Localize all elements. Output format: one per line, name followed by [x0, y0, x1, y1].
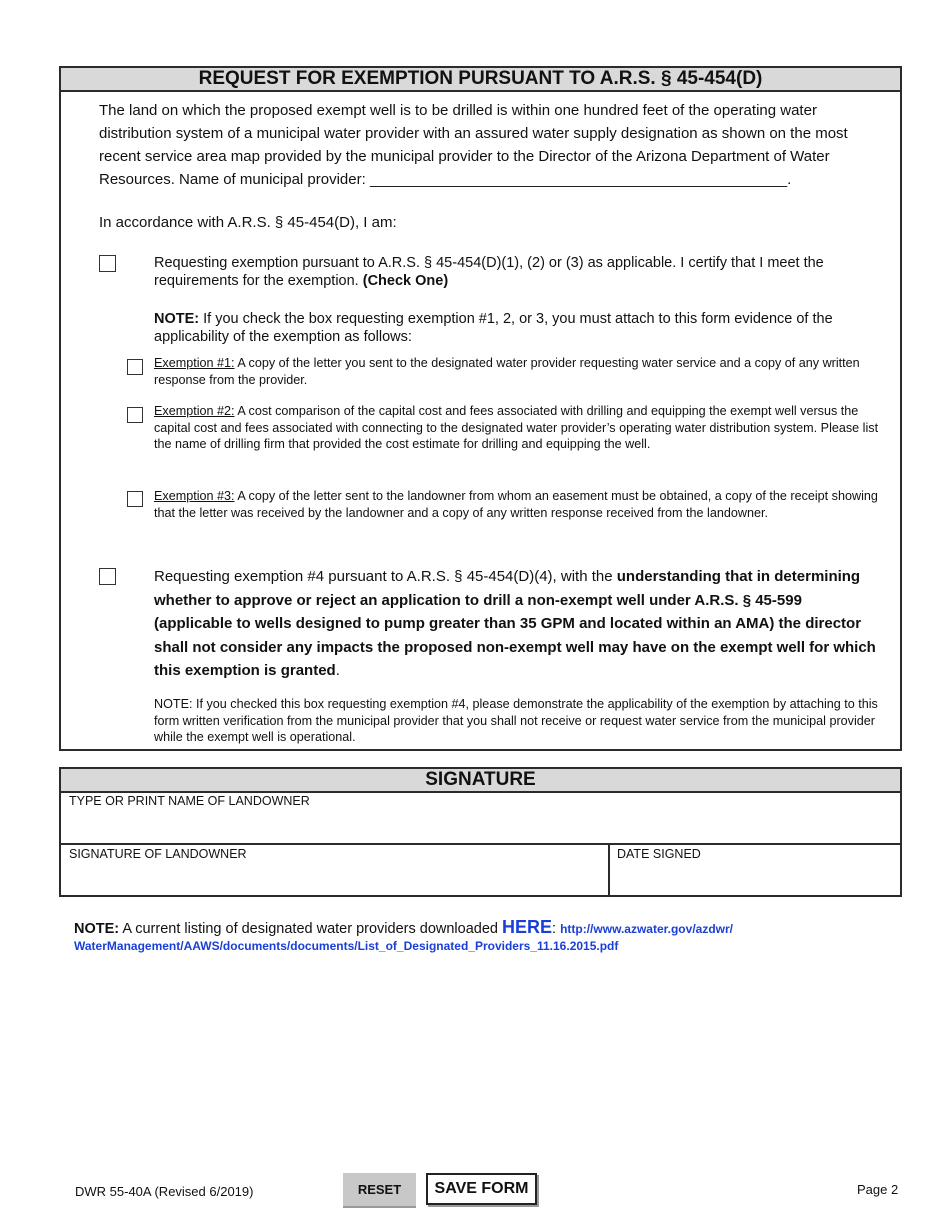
option-2-note: NOTE: If you checked this box requesting exemption #4, please demonstrate the applicability of the exemption by attaching to this form written verification from the municipal provider that you shall not receive or request water service from the municipal provider while the exempt well is operational.: [154, 697, 878, 745]
here-link[interactable]: HERE: [502, 917, 553, 937]
form-id: DWR 55-40A (Revised 6/2019): [75, 1184, 254, 1199]
exemption-1-checkbox[interactable]: [127, 359, 143, 375]
providers-url-link-1[interactable]: http://www.azwater.gov/azdwr/: [560, 922, 733, 936]
exemption-2-checkbox[interactable]: [127, 407, 143, 423]
exemption-3-checkbox[interactable]: [127, 491, 143, 507]
exemption-1-3-checkbox[interactable]: [99, 255, 116, 272]
exemption-section: [59, 66, 902, 751]
exemption-4-checkbox[interactable]: [99, 568, 116, 585]
landowner-signature-field[interactable]: [61, 845, 610, 895]
intro-text: The land on which the proposed exempt well is to be drilled is within one hundred feet of the operating water distribution system of a municipal water provider with an assured water supply designation as shown on the most recent service area map provided by the municipal provider to the Director of the Arizona Department of Water Resources. Name of municipal provider:: [99, 102, 848, 188]
date-signed-field[interactable]: [610, 845, 900, 895]
exemption-1-text: Exemption #1: A copy of the letter you sent to the designated water provider requesting water service and a copy of any written response from the provider.: [154, 356, 860, 387]
page-number: Page 2: [857, 1182, 899, 1197]
signature-section-title: SIGNATURE: [61, 769, 900, 793]
option-2-text: Requesting exemption #4 pursuant to A.R.S. § 45-454(D)(4), with the understanding that in determining whether to approve or reject an application to drill a non-exempt well under A.R.S. § 45-599 (applicable to wells designed to pump greater than 35 GPM and located within an AMA) the director shall not consider any impacts the proposed non-exempt well may have on the exempt well for which this exemption is granted.: [154, 568, 876, 679]
exemption-3-text: Exemption #3: A copy of the letter sent to the landowner from whom an easement must be obtained, a copy of the receipt showing that the letter was received by the landowner and a copy of any written response received from the landowner.: [154, 489, 878, 520]
exemption-2-text: Exemption #2: A cost comparison of the capital cost and fees associated with drilling and equipping the exempt well versus the capital cost and fees associated with connecting to the designated water provider’s operating water distribution system. Please list the name of drilling firm that provided the cost estimate for drilling and equipping the well.: [154, 404, 879, 452]
intro-paragraph: [99, 99, 889, 191]
landowner-name-field[interactable]: [61, 791, 900, 845]
date-signed-label: DATE SIGNED: [617, 847, 701, 861]
option-1-note: NOTE: If you check the box requesting exemption #1, 2, or 3, you must attach to this form evidence of the applicability of the exemption as follows:: [154, 311, 833, 345]
landowner-name-label: TYPE OR PRINT NAME OF LANDOWNER: [69, 794, 310, 808]
exemption-section-title: REQUEST FOR EXEMPTION PURSUANT TO A.R.S. § 45-454(D): [61, 68, 900, 92]
municipal-provider-field[interactable]: __________________________________________________.: [369, 171, 792, 188]
option-1-text: Requesting exemption pursuant to A.R.S. § 45-454(D)(1), (2) or (3) as applicable. I certify that I meet the requirements for the exemption. (Check One): [154, 255, 824, 289]
signature-section: [59, 767, 902, 897]
providers-url-link-2[interactable]: WaterManagement/AAWS/documents/documents/List_of_Designated_Providers_11.16.2015.pdf: [74, 939, 619, 953]
landowner-signature-label: SIGNATURE OF LANDOWNER: [69, 847, 247, 861]
save-form-button[interactable]: SAVE FORM: [426, 1173, 537, 1205]
reset-button[interactable]: RESET: [343, 1173, 416, 1208]
footer-note-text: A current listing of designated water providers downloaded: [122, 921, 498, 937]
footer-note: NOTE: A current listing of designated water providers downloaded HERE: http://www.azwater.gov/azdwr/ WaterManagement/AAWS/documents/documents/List_of_Designated_Providers_11.16.2015.pdf: [74, 917, 733, 953]
footer-note-label: NOTE:: [74, 921, 120, 937]
accordance-text: In accordance with A.R.S. § 45-454(D), I am:: [99, 214, 397, 231]
